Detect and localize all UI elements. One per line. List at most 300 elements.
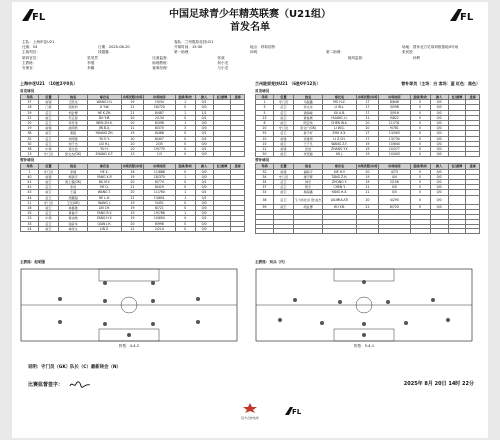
column-header: 进球/助攻 [410,95,430,100]
table-cell: 0/0 [430,136,448,141]
table-cell: LI W.G. [323,126,357,131]
table-cell: 王跃龙 [59,100,88,105]
table-cell: 10/654 [144,216,175,221]
pitch-diagram [20,268,238,342]
table-cell: 1/3 [144,152,175,157]
table-cell: 1 [175,195,195,200]
table-cell: 32 [21,136,39,141]
team-header [255,81,480,88]
table-cell: 刘子杰 [59,141,88,146]
table-cell: 李竹涛 [59,121,88,126]
table-cell: 后卫 [38,185,58,190]
table-cell: 44 [21,195,39,200]
table-cell: 21 [21,200,39,205]
table-cell: 0/0 [195,121,213,126]
match-info-cell: 赛事经理： [152,66,171,71]
table-cell [448,195,466,204]
table-cell: 0/0 [430,121,448,126]
table-cell: TANG Z.H. [323,174,357,179]
table-cell: 22 [21,115,39,120]
match-info-cell [413,66,478,71]
table-cell [231,152,245,157]
table-cell: 0 [175,180,195,185]
away-formation: 阵型：5-4-1 [353,344,375,348]
team-name: 上海申花U21 （10胜2平0负） [20,81,78,86]
table-cell: 11/760 [144,190,175,195]
table-cell: LI Z.CH. [323,136,357,141]
table-cell: 17 [356,100,378,105]
table-cell: 0 [410,185,430,190]
table-cell: 10/443 [379,152,410,157]
column-header: 姓名 [59,164,88,169]
table-cell: YU E.Y. [88,136,122,141]
table-cell: 后卫 [38,221,58,226]
page-title [12,8,488,34]
column-header: 出场次数/出场 [357,95,378,99]
table-cell: 前锋 [38,174,58,179]
table-cell: 马振鑫 [294,100,323,105]
table-cell: 43 [21,190,39,195]
table-cell [294,229,323,234]
table-cell: 中场 [38,147,58,152]
table-cell: 4/4 [379,174,410,179]
table-cell: 20 [121,136,143,141]
table-cell: 41 [21,180,39,185]
column-header: 进球 [231,164,245,169]
table-cell: WANG H.L [88,100,122,105]
team-header [20,81,245,88]
table-cell: 守门员 [38,169,58,174]
table-cell: 13 [121,152,143,157]
table-cell: 3 [256,105,274,110]
team-kit-note: 替补球员（主场：白 客场：蓝 红色：黑色） [401,81,480,86]
table-cell: 杨锦宇 [59,174,88,179]
table-cell: WANG Z.F. [323,141,357,146]
table-cell: 1 [256,100,274,105]
table-cell: WANG T. [88,190,122,195]
table-cell: HU Y.B. [323,204,357,209]
table-cell: 21 [121,105,143,110]
table-cell: 20 [121,180,143,185]
table-cell: 后卫 [273,110,293,115]
table-cell: 前卫 [273,190,293,195]
column-header: 位置 [273,164,293,169]
column-header: 出场时间 [379,164,410,169]
table-cell: 林泽文 [59,226,88,231]
table-cell: 0 [175,105,195,110]
table-cell: 35 [256,180,274,185]
table-cell: 0/0 [430,152,448,157]
team-name: 兰州陇原竞技U21 （6胜0平12负） [255,81,321,86]
table-cell: 守门员 [38,200,58,205]
table-cell: 0 [175,200,195,205]
table-cell: 19 [121,131,143,136]
partner-logo [242,402,258,414]
table-cell: 0 [410,105,430,110]
table-cell: ZHANG X.T. [88,152,122,157]
table-cell: 前卫 [38,190,58,195]
table-cell: YU H. [88,147,122,152]
table-cell: HE Q. [88,185,122,190]
subs-label: 替补球员 [255,158,270,163]
table-cell: 前卫 [38,115,58,120]
table-cell: 0 [175,226,195,231]
table-cell [256,229,274,234]
table-cell [213,152,231,157]
table-cell: 艾力肯吐尔 逊·赵杰 [294,195,323,204]
match-info-cell: 李德 [87,60,95,65]
table-cell: YANG X.P. [88,174,122,179]
table-cell: 23 [21,216,39,221]
table-cell: 18 [21,105,39,110]
table-cell: 0/1 [195,180,213,185]
table-cell: 周士强(GK) [59,180,88,185]
column-header: 姓名 [294,95,323,100]
table-cell: FANG R.Y. [88,211,122,216]
table-cell: ZHANG Y.Y. [323,147,357,152]
table-cell: 4/290 [379,195,410,204]
table-cell: 吴鹏超 [59,195,88,200]
table-cell: QIAN J.H. [88,221,122,226]
table-cell: HE K.ZH. [88,110,122,115]
table-cell: 0/0 [430,115,448,120]
table-cell: 后卫 [273,105,293,110]
match-info-cell: 张民波 [402,50,413,55]
table-cell: 6/998 [144,221,175,226]
match-info [22,40,478,71]
table-cell: 0/0 [430,190,448,195]
match-info-cell: 主教练： [22,60,37,65]
table-cell: 2/35 [144,141,175,146]
table-cell: 21 [356,115,378,120]
table-cell: 10/377 [379,147,410,152]
table-cell: 25 [21,211,39,216]
table-cell: 0 [410,115,430,120]
table-cell: 3 [175,126,195,131]
table-cell: 26 [21,206,39,211]
table-cell: 李晨 [59,169,88,174]
match-info-cell: 场地：国家北方足球训练基地4号场 [402,45,459,50]
table-cell: 詹子轩 [294,131,323,136]
table-cell: 13/601 [144,195,175,200]
table-cell: 0 [410,204,430,209]
table-row [256,152,480,157]
table-row [21,152,245,157]
column-header: 进球 [466,164,480,169]
table-cell: 后卫 [273,131,293,136]
match-info-cell: 第四官员： [22,55,40,60]
table-cell: 0 [175,206,195,211]
table-cell: 苏正昊 [59,115,88,120]
column-header: 位置 [38,95,58,100]
table-cell: 20 [356,169,378,174]
table-cell: 0 [410,141,430,146]
table-cell: 10 [256,136,274,141]
table-cell: 13 [21,152,39,157]
match-info-cell: 张欢 [217,55,225,60]
table-cell: 赵明君 [59,126,88,131]
table-cell: 0 [175,147,195,152]
table-cell: 0 [410,180,430,185]
table-cell: 李虎 [59,185,88,190]
table-cell: 0/1 [195,216,213,221]
lineup-sheet [12,2,488,438]
handwritten-signature [69,380,91,389]
table-cell: 后卫 [38,110,58,115]
match-info-cell [348,66,413,71]
table-cell: 18/720 [144,105,175,110]
away-team-panel [255,81,480,234]
table-cell: 黄俊晟 [294,115,323,120]
table-cell: 19 [121,216,143,221]
table-cell: 8/407 [144,136,175,141]
table-cell [466,229,480,234]
table-cell [430,229,448,234]
table-cell: 唐宇辉 [294,174,323,179]
signature-row [28,380,91,389]
table-cell: 0 [410,126,430,131]
column-header: 出场时间 [144,164,175,169]
match-info-cell: 孙明 [250,50,258,55]
table-cell: JIN B.X. [88,126,122,131]
table-cell: 8/398 [144,121,175,126]
table-cell: 36 [21,147,39,152]
table-cell: 0/0 [195,221,213,226]
column-header: 出场时间 [144,95,175,100]
match-info-cell: 与小龙 [217,66,229,71]
table-cell: 19 [121,200,143,205]
table-cell: 守门员 [38,152,58,157]
table-row [256,229,480,234]
table-cell: 8 [256,121,274,126]
table-cell: 后卫 [38,121,58,126]
column-header: 进球 [231,95,245,100]
table-cell: 20 [121,147,143,152]
table-cell: 2/214 [144,226,175,231]
legend-note: 说明：守门员（GK）队长（C）最新转会（N） [28,365,121,370]
table-cell: 37 [21,100,39,105]
table-cell: 20 [121,121,143,126]
table-cell: 前卫 [273,204,293,209]
table-cell: 0 [410,174,430,179]
table-cell: 0 [410,121,430,126]
table-cell: 王超 [59,190,88,195]
table-cell: 19 [121,174,143,179]
table-cell: 1 [175,211,195,216]
table-cell: 20 [121,221,143,226]
table-cell: 0/0 [430,141,448,146]
match-info-cell: 第一助理： [174,50,192,55]
table-cell [448,152,466,157]
table-cell: LI Y.W. [88,105,122,110]
table-cell: 0/0 [195,169,213,174]
table-cell: 19 [121,206,143,211]
table-cell: LIU H.J. [88,141,122,146]
table-cell [466,195,480,204]
table-cell: WANG J. [88,200,122,205]
table-cell: 9/781 [379,126,410,131]
table-cell: 19 [121,211,143,216]
table-cell: 10/644 [379,141,410,146]
lineup-subtitle: 首发名单 [230,22,270,33]
table-row [256,195,480,204]
table-cell: 37 [256,185,274,190]
signature-label: 比赛监督签字： [28,382,64,388]
table-cell: 17 [356,131,378,136]
table-cell: 55 [256,131,274,136]
table-cell: 4 [175,216,195,221]
match-info-cell [283,66,348,71]
column-header: 进球/助攻 [175,164,195,169]
table-cell: 李文广(GK) [294,126,323,131]
table-cell: 8/370 [144,126,175,131]
table-cell: 21 [121,110,143,115]
table-cell: 后卫 [273,180,293,185]
starters-label: 首发球员 [20,89,35,93]
table-cell: 0 [410,169,430,174]
match-info-cell: 客队：兰州陇原竞技U21 [174,40,214,44]
table-cell: 前卫 [38,206,58,211]
table-cell [410,229,430,234]
column-header: 号码 [21,95,39,100]
table-cell: FANG H.Y. [88,216,122,221]
table-cell: 0/0 [430,100,448,105]
table-cell: 徐文杰(GK) [59,152,88,157]
column-header: 出场次数/出场 [357,164,378,169]
table-cell: 19 [356,147,378,152]
table-cell: 13/734 [379,136,410,141]
table-cell: 中场 [38,216,58,221]
table-cell: 2/156 [379,180,410,185]
table-cell: 8/648 [379,100,410,105]
table-cell: 18/370 [144,174,175,179]
table-cell: 30 [21,141,39,146]
table-cell: 32 [256,169,274,174]
column-header: 出场次数/出场 [122,95,143,99]
table-cell: 0/0 [195,105,213,110]
table-cell: 陈宇 [294,185,323,190]
table-cell: 朱坚瑞 [294,152,323,157]
table-cell: 张凯钧 [59,105,88,110]
table-cell: WEN ZH.X. [88,121,122,126]
match-info-cell: 李鹏 [87,66,95,71]
table-cell: 15 [256,141,274,146]
table-cell: 0 [175,221,195,226]
table-cell: 前卫 [273,152,293,157]
table-cell: 前卫 [273,121,293,126]
table-cell: 8/487 [144,110,175,115]
table-cell: 19 [356,174,378,179]
away-formation-coach: 主教练：刘兵（代） [255,260,288,264]
table-cell: 39 [256,204,274,209]
table-cell: 33 [21,221,39,226]
table-cell: 24 [21,226,39,231]
table-cell: 16 [121,169,143,174]
table-cell: 0 [175,152,195,157]
table-cell: 0/0 [195,185,213,190]
table-cell: 17 [356,105,378,110]
table-cell: 1 [175,110,195,115]
table-cell: 0/0 [430,126,448,131]
table-cell: 0/0 [195,152,213,157]
table-cell: 0 [175,131,195,136]
table-cell: 朱明锋 [59,136,88,141]
table-cell: 0/0 [430,180,448,185]
table-cell: 19/34 [144,100,175,105]
table-cell: 21 [121,226,143,231]
table-cell: 0/0 [379,190,410,195]
column-header: 换人 [195,164,213,169]
table-cell: 8/721 [144,206,175,211]
match-info-cell: 安保官： [22,66,37,71]
table-cell: 0 [410,136,430,141]
table-cell: 17 [356,110,378,115]
table-cell: AILIMULATI [323,195,357,204]
subs-table [255,163,480,234]
match-info-cell: 开球时间：15:30 [174,45,203,50]
table-cell: 0/0 [430,147,448,152]
table-cell: 0 [410,152,430,157]
table-cell: 0/0 [195,141,213,146]
match-info-cell: 比赛监督： [152,55,171,60]
table-cell: 33 [256,190,274,195]
match-info-cell: 主队：上海申花U21 [22,40,55,44]
table-cell: 李文龙 [294,105,323,110]
table-cell: 5 [256,110,274,115]
table-cell: 20 [121,115,143,120]
table-cell: 守门员 [273,100,293,105]
table-cell: 21 [356,190,378,195]
column-header: 出场次数/出场 [122,164,143,169]
column-header: 球衣名 [323,164,357,169]
table-cell: 前锋 [38,126,58,131]
match-info-cell: 地点：呼和浩特 [250,45,276,50]
table-cell: 0 [410,131,430,136]
match-info-cell: 钱德鑫 [98,50,109,55]
table-cell: 0/0 [430,105,448,110]
table-cell: 0/1 [195,136,213,141]
table-cell: 8/429 [144,185,175,190]
table-cell: 0/1 [195,100,213,105]
table-cell: 0/0 [430,195,448,204]
table-cell: HE X. [88,169,122,174]
table-cell [273,229,293,234]
table-cell: 钟宇 [294,180,323,185]
table-cell: 后卫 [38,195,58,200]
column-header: 换人 [195,95,213,100]
table-cell: 11/731 [379,121,410,126]
starters-table [20,94,245,157]
table-cell: XU A.B. [323,110,357,115]
table-cell: 8/720 [379,204,410,209]
column-header: 球衣名 [323,95,357,100]
match-info-cell: 裁判监督： [347,55,366,60]
table-cell: 李建男 [294,136,323,141]
table-cell: XU J. [323,152,357,157]
table-cell: 0/0 [430,110,448,115]
table-cell: 20 [121,141,143,146]
table-cell: 门将 [38,105,58,110]
table-cell: HUANG ZH. [88,131,122,136]
table-cell: 前卫 [38,226,58,231]
table-cell: 0 [410,195,430,204]
table-cell: 0 [410,147,430,152]
match-info-cell: 日期：2025-08-20 [98,45,130,50]
table-cell: 蒋永皓 [59,216,88,221]
table-cell: 前卫 [273,141,293,146]
table-cell: 0/1 [195,190,213,195]
table-cell: 34 [256,174,274,179]
